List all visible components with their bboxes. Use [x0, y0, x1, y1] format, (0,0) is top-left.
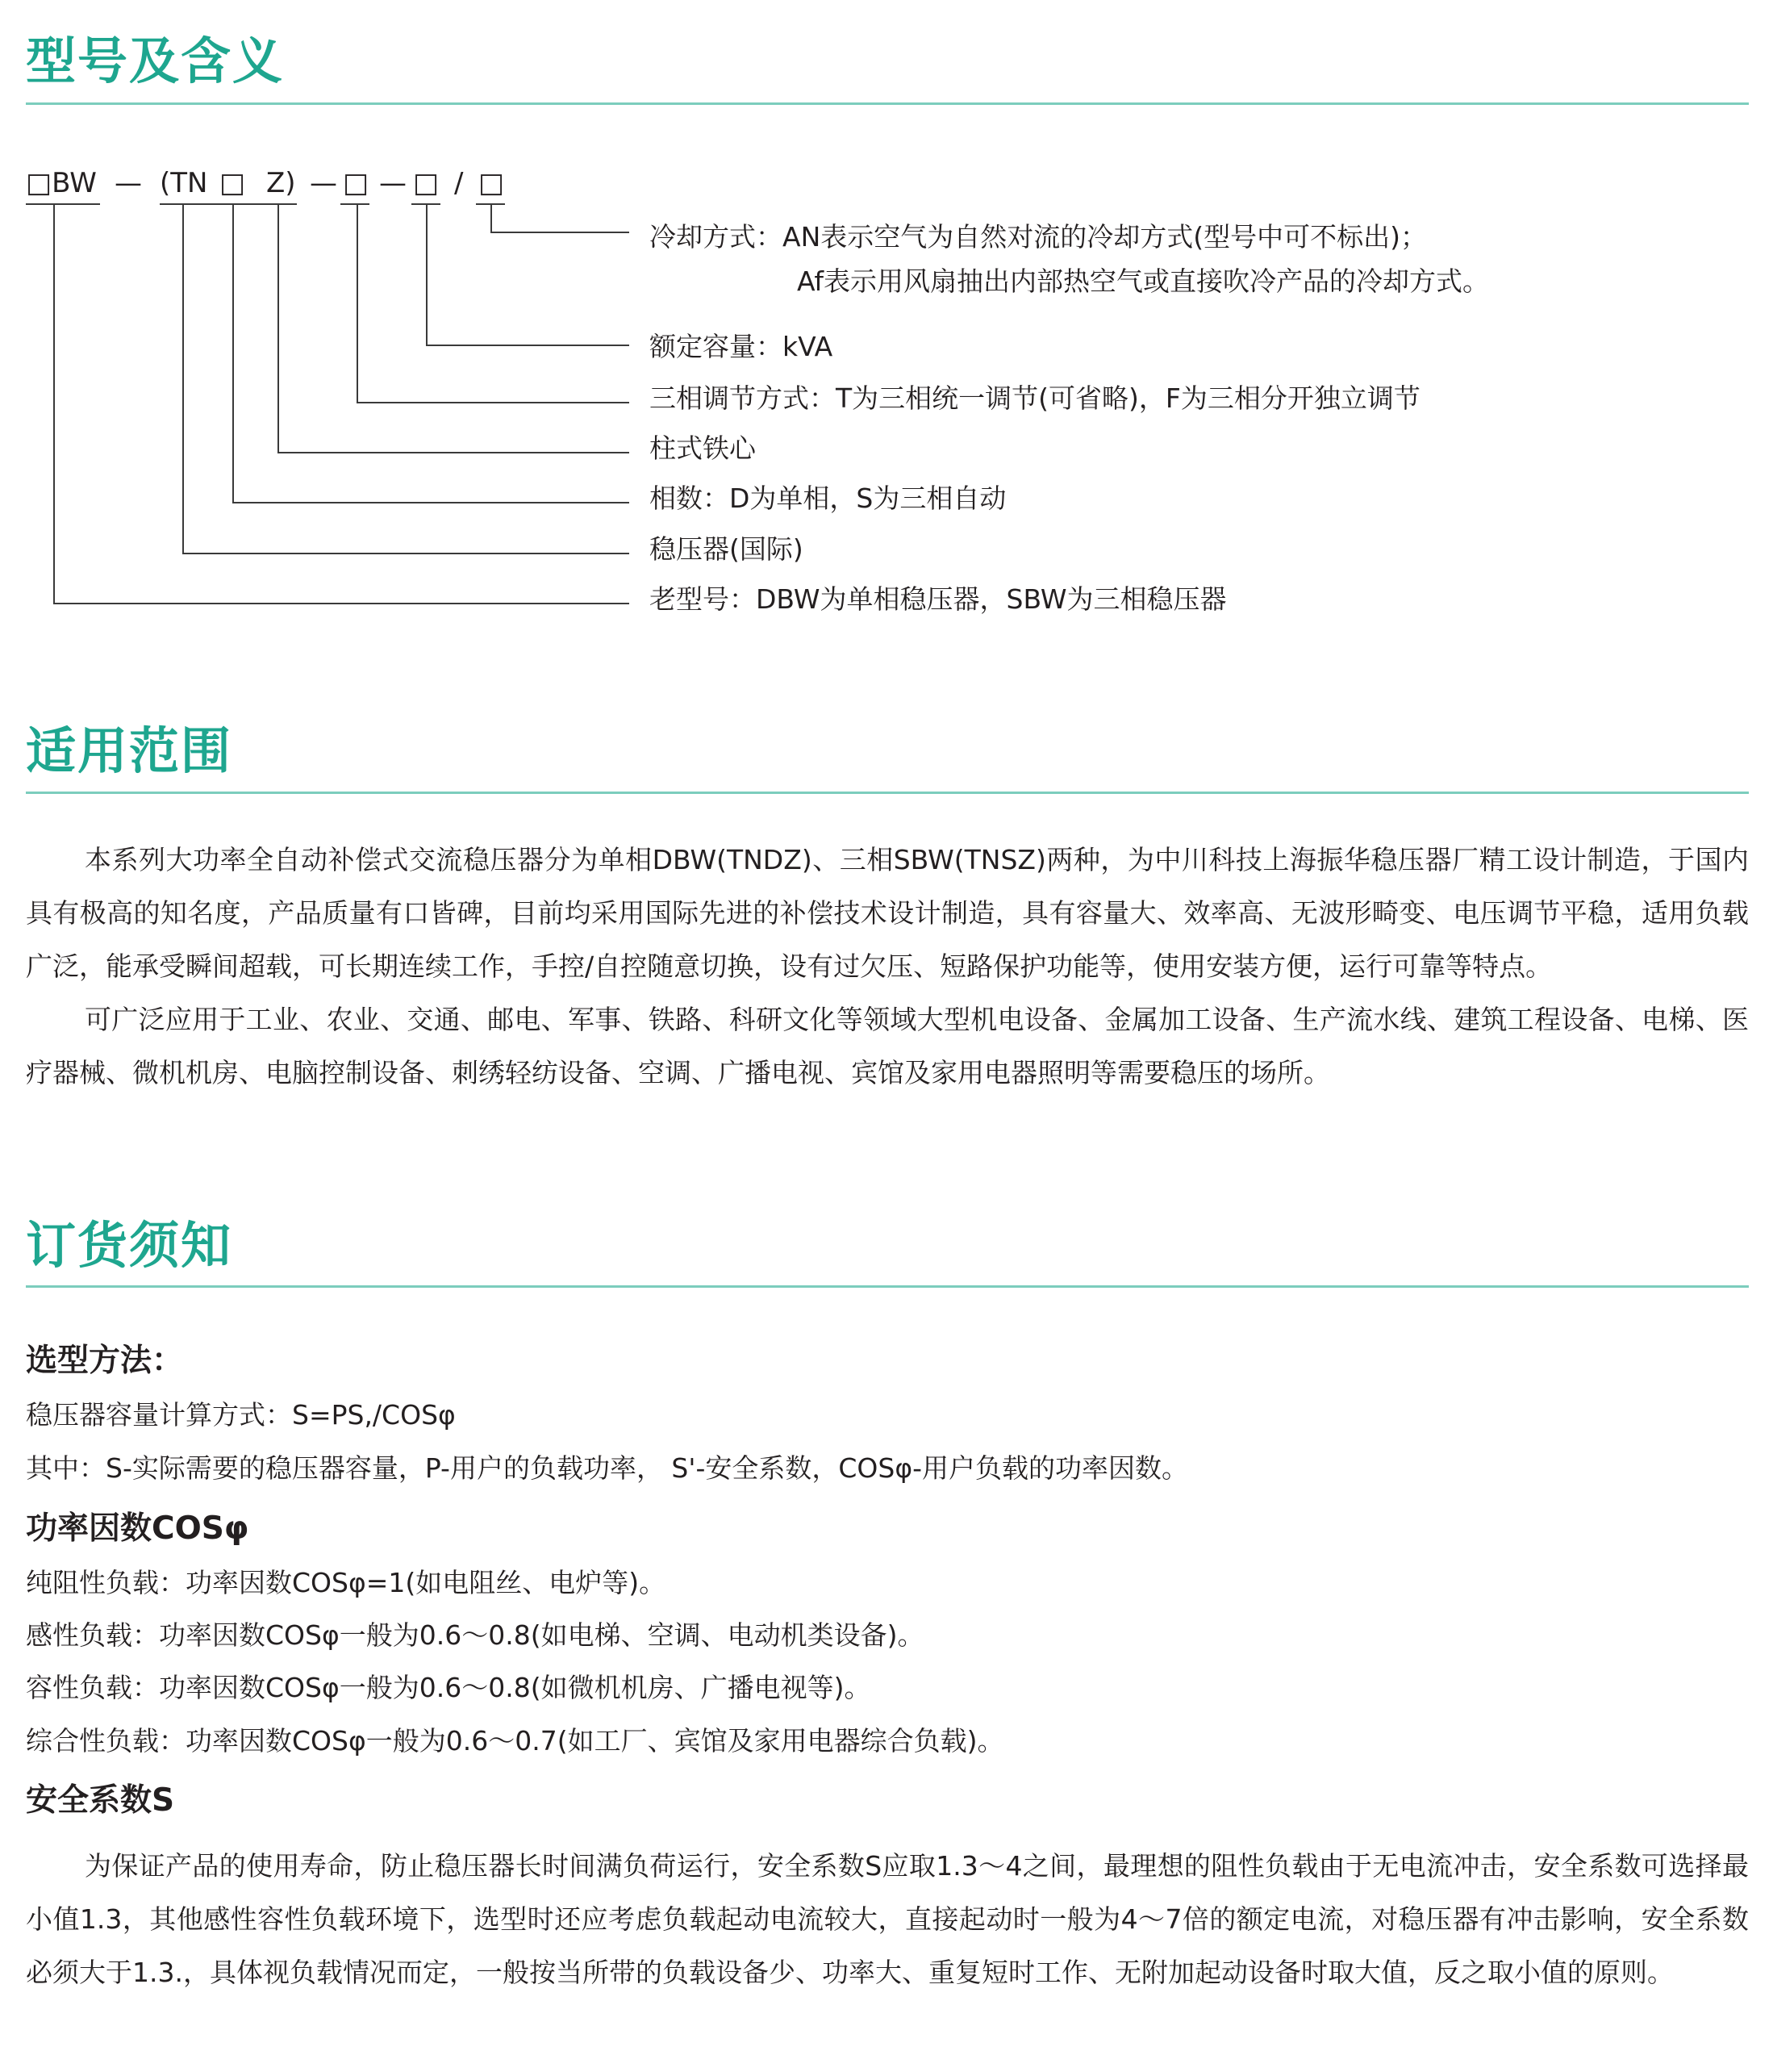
meaning-stabilizer: 稳压器(国际)	[649, 533, 803, 565]
formula-line: 稳压器容量计算方式：S=PS,/COSφ	[26, 1399, 456, 1431]
leader-line-horizontal	[426, 345, 629, 346]
pf-item: 综合性负载：功率因数COSφ一般为0.6～0.7(如工厂、宾馆及家用电器综合负载)。	[26, 1725, 1004, 1757]
formula-explanation: 其中：S-实际需要的稳压器容量，P-用户的负载功率， S'-安全系数，COSφ-用户负载的功率因数。	[26, 1452, 1188, 1484]
leader-line-vertical	[277, 203, 279, 453]
meaning-capacity: 额定容量：kVA	[649, 331, 833, 362]
meaning-regulation: 三相调节方式：T为三相统一调节(可省略)，F为三相分开独立调节	[649, 382, 1420, 414]
code-box: □	[219, 167, 246, 199]
code-slash: /	[454, 167, 464, 199]
pf-item: 感性负载：功率因数COSφ一般为0.6～0.8(如电梯、空调、电动机类设备)。	[26, 1619, 924, 1651]
meaning-old-model: 老型号：DBW为单相稳压器，SBW为三相稳压器	[649, 583, 1227, 615]
leader-line-vertical	[53, 203, 55, 604]
subheading-power-factor: 功率因数COSφ	[26, 1510, 249, 1547]
code-box: □	[413, 167, 440, 199]
pf-item: 纯阻性负载：功率因数COSφ=1(如电阻丝、电炉等)。	[26, 1567, 666, 1598]
code-dash: —	[379, 167, 407, 199]
code-z: Z)	[266, 167, 296, 199]
meaning-phase: 相数：D为单相，S为三相自动	[649, 482, 1007, 514]
section-divider	[26, 1285, 1749, 1288]
leader-line-horizontal	[182, 553, 629, 554]
section-divider	[26, 792, 1749, 794]
pf-item: 容性负载：功率因数COSφ一般为0.6～0.8(如微机机房、广播电视等)。	[26, 1672, 871, 1703]
leader-line-vertical	[426, 203, 428, 345]
code-box: □	[343, 167, 369, 199]
meaning-cooling-af: Af表示用风扇抽出内部热空气或直接吹冷产品的冷却方式。	[797, 265, 1490, 297]
meaning-cooling: 冷却方式：AN表示空气为自然对流的冷却方式(型号中可不标出)；	[649, 221, 1428, 253]
code-prefix: □BW	[26, 167, 97, 199]
safety-paragraph: 为保证产品的使用寿命，防止稳压器长时间满负荷运行，安全系数S应取1.3～4之间，最理想的阻性负载由于无电流冲击，安全系数可选择最小值1.3，其他感性容性负载环境下，选型时还应考虑负载起动电流较大，直接起动时一般为4～7倍的额定电流，对稳压器有冲击影响，安全系数必须大于1.3.，具体视负载情况而定，一般按当所带的负载设备少、功率大、重复短时工作、无附加起动设备时取大值，反之取小值的原则。	[26, 1850, 1749, 1988]
meaning-core: 柱式铁心	[649, 432, 756, 464]
code-dash: —	[115, 167, 142, 199]
section-title-order: 订货须知	[26, 1216, 233, 1275]
subheading-safety: 安全系数S	[26, 1782, 175, 1819]
leader-line-horizontal	[53, 603, 629, 604]
leader-line-horizontal	[232, 502, 629, 503]
code-underline	[160, 203, 297, 205]
leader-line-vertical	[490, 203, 492, 232]
leader-line-horizontal	[357, 402, 629, 403]
leader-line-vertical	[357, 203, 358, 403]
section-divider	[26, 102, 1749, 105]
leader-line-horizontal	[277, 452, 629, 453]
section-title-scope: 适用范围	[26, 721, 233, 780]
scope-paragraph-2: 可广泛应用于工业、农业、交通、邮电、军事、铁路、科研文化等领域大型机电设备、金属加工设备、生产流水线、建筑工程设备、电梯、医疗器械、微机机房、电脑控制设备、刺绣轻纺设备、空调、广播电视、宾馆及家用电器照明等需要稳压的场所。	[26, 1004, 1749, 1088]
scope-paragraph-1: 本系列大功率全自动补偿式交流稳压器分为单相DBW(TNDZ)、三相SBW(TNSZ)两种，为中川科技上海振华稳压器厂精工设计制造，于国内具有极高的知名度，产品质量有口皆碑，目前均采用国际先进的补偿技术设计制造，具有容量大、效率高、无波形畸变、电压调节平稳，适用负载广泛，能承受瞬间超载，可长期连续工作，手控/自控随意切换，设有过欠压、短路保护功能等，使用安装方便，运行可靠等特点。	[26, 844, 1749, 982]
leader-line-vertical	[232, 203, 234, 503]
code-tn: (TN	[160, 167, 208, 199]
code-dash: —	[310, 167, 337, 199]
section-title-model: 型号及含义	[26, 31, 285, 90]
leader-line-horizontal	[490, 232, 629, 233]
code-underline	[340, 203, 369, 205]
code-box: □	[478, 167, 505, 199]
subheading-selection: 选型方法：	[26, 1343, 184, 1379]
code-underline	[26, 203, 100, 205]
leader-line-vertical	[182, 203, 184, 554]
